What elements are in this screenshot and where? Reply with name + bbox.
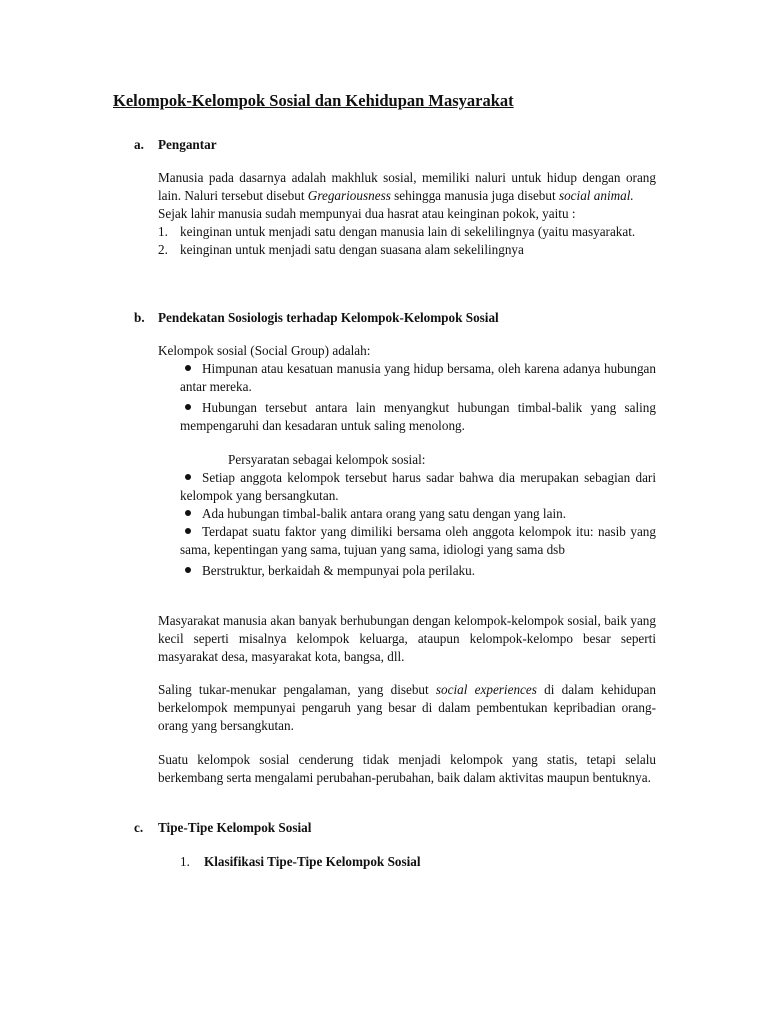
bullet-icon: [185, 567, 191, 573]
definition-list: [158, 360, 656, 435]
bullet-text: Setiap anggota kelompok tersebut harus sadar bahwa dia merupakan sebagian dari kelompok yang bersangkutan.: [180, 470, 656, 503]
section-c-letter: c.: [134, 820, 144, 835]
bullet-text: Hubungan tersebut antara lain menyangkut hubungan timbal-balik yang saling mempengaruhi dan kesadaran untuk saling menolong.: [180, 400, 656, 433]
bullet-list-item: [158, 399, 656, 435]
list-number: 2.: [158, 242, 168, 257]
term-social-animal: social animal.: [558, 188, 634, 203]
subsection-number: 1.: [180, 854, 190, 869]
bullet-icon: [185, 528, 191, 534]
bullet-icon: [185, 365, 191, 371]
section-b-letter: b.: [134, 310, 145, 325]
paragraph-social-experiences: [158, 681, 656, 735]
list-item-text: keinginan untuk menjadi satu dengan suasana alam sekelilingnya: [180, 242, 524, 257]
section-a-body: [158, 169, 656, 259]
bullet-list-item: [180, 505, 656, 523]
desire-paragraph: Sejak lahir manusia sudah mempunyai dua hasrat atau keinginan pokok, yaitu :: [158, 206, 576, 221]
term-gregariousness: Gregariousness: [307, 188, 391, 203]
bullet-icon: [185, 474, 191, 480]
document-title: Kelompok-Kelompok Sosial dan Kehidupan Masyarakat: [113, 91, 514, 110]
definition-intro: Kelompok sosial (Social Group) adalah:: [158, 343, 371, 358]
section-a-letter: a.: [134, 137, 144, 152]
numbered-list-item: [158, 241, 656, 259]
list-number: 1.: [158, 224, 168, 239]
subsection-title: Klasifikasi Tipe-Tipe Kelompok Sosial: [204, 854, 421, 869]
numbered-list-item: [158, 223, 656, 241]
intro-paragraph: [158, 169, 656, 205]
section-c-title: Tipe-Tipe Kelompok Sosial: [158, 820, 312, 835]
list-item-text: keinginan untuk menjadi satu dengan manusia lain di sekelilingnya (yaitu masyarakat.: [180, 224, 636, 239]
requirements-heading: [228, 451, 648, 469]
section-a-heading: [134, 137, 217, 153]
paragraph-text-part1: Saling tukar-menukar pengalaman, yang disebut: [158, 682, 436, 697]
section-a-title: Pengantar: [158, 137, 217, 152]
bullet-list-item: [180, 523, 656, 559]
paragraph-text-part2: di dalam kehidupan berkelompok mempunyai pengaruh yang besar di dalam pembentukan kepribadian orang-orang yang bersangkutan.: [158, 682, 656, 733]
bullet-text: Himpunan atau kesatuan manusia yang hidup bersama, oleh karena adanya hubungan antar mereka.: [180, 361, 656, 394]
bullet-list-item: [180, 562, 656, 580]
bullet-icon: [185, 404, 191, 410]
section-b-definition: [158, 342, 656, 435]
section-b-title: Pendekatan Sosiologis terhadap Kelompok-Kelompok Sosial: [158, 310, 499, 325]
subsection-heading: [180, 854, 421, 870]
section-c-heading: [134, 820, 311, 836]
bullet-text: Ada hubungan timbal-balik antara orang yang satu dengan yang lain.: [202, 506, 567, 521]
bullet-text: Berstruktur, berkaidah & mempunyai pola perilaku.: [202, 563, 476, 578]
intro-text-part2: sehingga manusia juga disebut: [390, 188, 559, 203]
paragraph-masyarakat: Masyarakat manusia akan banyak berhubungan dengan kelompok-kelompok sosial, baik yang kecil seperti misalnya kelompok keluarga, ataupun kelompok-kelompo besar seperti masyarakat desa, masyarakat kota, bangsa, dll.: [158, 613, 656, 664]
intro-text-part1: Manusia pada dasarnya adalah makhluk sosial, memiliki naluri untuk hidup dengan orang lain. Naluri tersebut disebut: [158, 170, 656, 203]
section-b-heading: [134, 310, 499, 326]
term-social-experiences: social experiences: [435, 682, 537, 697]
requirements-heading-text: Persyaratan sebagai kelompok sosial:: [228, 452, 426, 467]
bullet-icon: [185, 510, 191, 516]
requirements-list: [180, 469, 656, 580]
bullet-list-item: [180, 469, 656, 505]
bullet-text: Terdapat suatu faktor yang dimiliki bersama oleh anggota kelompok itu: nasib yang sama, kepentingan yang sama, tujuan yang sama, idiologi yang sama dsb: [180, 524, 656, 557]
paragraph-dynamic-group: Suatu kelompok sosial cenderung tidak menjadi kelompok yang statis, tetapi selalu berkembang serta mengalami perubahan-perubahan, baik dalam aktivitas maupun bentuknya.: [158, 752, 656, 785]
bullet-list-item: [158, 360, 656, 396]
